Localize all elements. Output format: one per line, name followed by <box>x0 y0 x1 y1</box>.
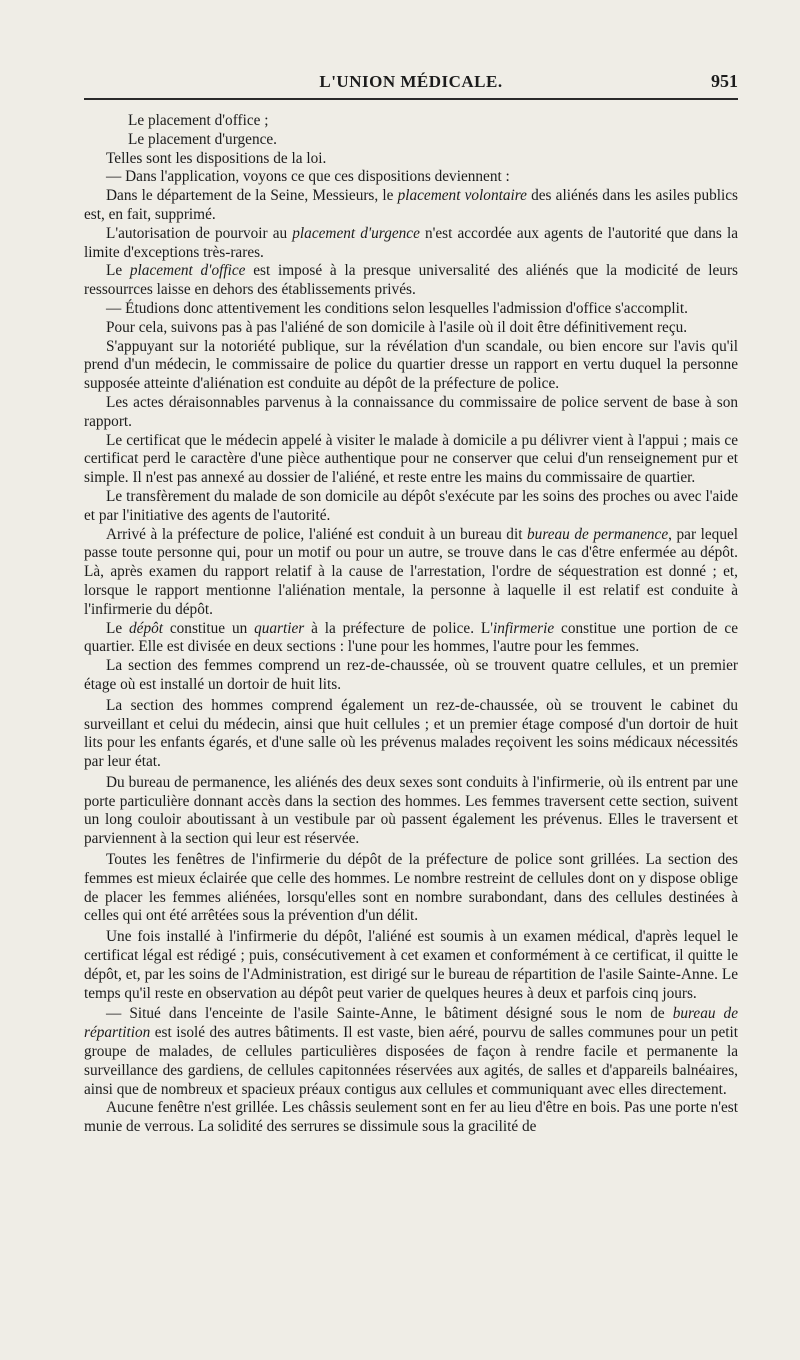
paragraph: Telles sont les dispositions de la loi. <box>106 149 327 167</box>
paragraph: L'autorisation de pourvoir au placement d'urgence n'est accordée aux agents de l'autorité que dans la limite d'exceptions très-rares. <box>84 224 738 261</box>
paragraph: Le placement d'office ; <box>128 112 269 129</box>
paragraph: Aucune fenêtre n'est grillée. Les châssis seulement sont en fer au lieu d'être en bois. Pas une porte n'est munie de verrous. La solidité des serrures se dissimule sous la gracilité de <box>84 1099 738 1136</box>
paragraph: Le transfèrement du malade de son domicile au dépôt s'exécute par les soins des proches ou avec l'aide et par l'initiative des agents de l'autorité. <box>84 487 738 524</box>
paragraph: Le dépôt constitue un quartier à la préfecture de police. L'infirmerie constitue une portion de ce quartier. Elle est divisée en deux sections : l'une pour les hommes, l'autre pour les femmes. <box>84 619 738 656</box>
paragraph: Les actes déraisonnables parvenus à la connaissance du commissaire de police servent de base à son rapport. <box>84 393 738 430</box>
paragraph: Toutes les fenêtres de l'infirmerie du dépôt de la préfecture de police sont grillées. La section des femmes est mieux éclairée que celle des hommes. Le nombre restreint de cellules dont on y dispose oblige de placer les femmes aliénées, lorsqu'elles sont en nombre surabondant, dans des cellules destinées à celles qui ont été arrêtées sous la prévention d'un délit. <box>84 851 738 925</box>
paragraph: La section des hommes comprend également un rez-de-chaussée, où se trouvent le cabinet du surveillant et celui du médecin, ainsi que huit cellules ; et un premier étage composé d'un dortoir de huit lits pour les enfants égarés, et d'une salle où les prévenus malades reçoivent les soins médicaux nécessités par leur état. <box>84 696 738 771</box>
paragraph: Une fois installé à l'infirmerie du dépôt, l'aliéné est soumis à un examen médical, d'après lequel le certificat légal est rédigé ; puis, consécutivement à cet examen et conformément à ce certificat, il quitte le dépôt, et, par les soins de l'Administration, est dirigé sur le bureau de répartition de l'asile Sainte-Anne. Le temps qu'il reste en observation au dépôt peut varier de quelques heures à deux et parfois cinq jours. <box>84 928 738 1002</box>
paragraph: S'appuyant sur la notoriété publique, sur la révélation d'un scandale, ou bien encore sur l'avis qu'il prend d'un médecin, le commissaire de police du quartier dresse un rapport en vertu duquel la personne supposée atteinte d'aliénation est conduite au dépôt de la préfecture de police. <box>84 337 738 393</box>
paragraph: Du bureau de permanence, les aliénés des deux sexes sont conduits à l'infirmerie, où ils entrent par une porte particulière donnant accès dans la section des hommes. Les femmes traversent cette section, suivent un long couloir aboutissant à un vestibule par où passent également les prévenus. Elles le traversent et parviennent à la section qui leur est réservée. <box>84 773 738 848</box>
body-text <box>84 112 738 1137</box>
emphasis: bureau de répartition <box>84 1005 738 1042</box>
paragraph: Le certificat que le médecin appelé à visiter le malade à domicile a pu délivrer vient à l'appui ; mais ce certificat perd le caractère d'une pièce authentique pour ne conserver que celui d'un renseignement pur et simple. Il n'est pas annexé au dossier de l'aliéné, et reste entre les mains du commissaire de quartier. <box>84 431 738 487</box>
emphasis: placement d'urgence <box>292 224 420 242</box>
page-header <box>84 66 738 98</box>
emphasis: placement d'office <box>129 262 246 280</box>
header-rule <box>84 98 738 100</box>
running-title: L'UNION MÉDICALE. <box>319 72 503 91</box>
emphasis: infirmerie <box>492 619 555 637</box>
paragraph: La section des femmes comprend un rez-de-chaussée, où se trouvent quatre cellules, et un premier étage où est installé un dortoir de huit lits. <box>84 657 738 693</box>
paragraph: Pour cela, suivons pas à pas l'aliéné de son domicile à l'asile où il doit être définitivement reçu. <box>106 318 688 336</box>
paragraph: Arrivé à la préfecture de police, l'aliéné est conduit à un bureau dit bureau de permanence, par lequel passe toute personne qui, pour un motif ou pour un autre, se trouve dans le cas d'être enfermée au dépôt. Là, après examen du rapport relatif à la cause de l'arrestation, l'ordre de séquestration est donné ; et, lorsque le rapport mentionne l'aliénation mentale, la personne à laquelle il est relatif est conduite à l'infirmerie du dépôt. <box>84 525 739 618</box>
emphasis: bureau de permanence <box>527 525 669 543</box>
paragraph: — Situé dans l'enceinte de l'asile Sainte-Anne, le bâtiment désigné sous le nom de bureau de répartition est isolé des autres bâtiments. Il est vaste, bien aéré, pourvu de salles communes pour un petit groupe de malades, de cellules particulières disposées de façon à rendre facile et permanente la surveillance des gardiens, de cellules capitonnées réservées aux agités, de salles et d'appareils balnéaires, ainsi que de nombreux et spacieux préaux contigus aux cellules et communiquant avec elles directement. <box>84 1005 738 1098</box>
page-number: 951 <box>711 71 738 91</box>
paragraph: — Dans l'application, voyons ce que ces dispositions deviennent : <box>106 168 510 186</box>
paragraph: Le placement d'urgence. <box>128 130 277 148</box>
emphasis: placement volontaire <box>397 187 527 205</box>
paragraph: — Étudions donc attentivement les conditions selon lesquelles l'admission d'office s'accomplit. <box>106 299 688 317</box>
paragraph: Dans le département de la Seine, Messieurs, le placement volontaire des aliénés dans les asiles publics est, en fait, supprimé. <box>84 187 738 223</box>
emphasis: dépôt <box>129 619 163 637</box>
paragraph: Le placement d'office est imposé à la presque universalité des aliénés que la modicité de leurs ressourrces laisse en dehors des établissements privés. <box>84 262 738 299</box>
emphasis: quartier <box>254 619 305 637</box>
